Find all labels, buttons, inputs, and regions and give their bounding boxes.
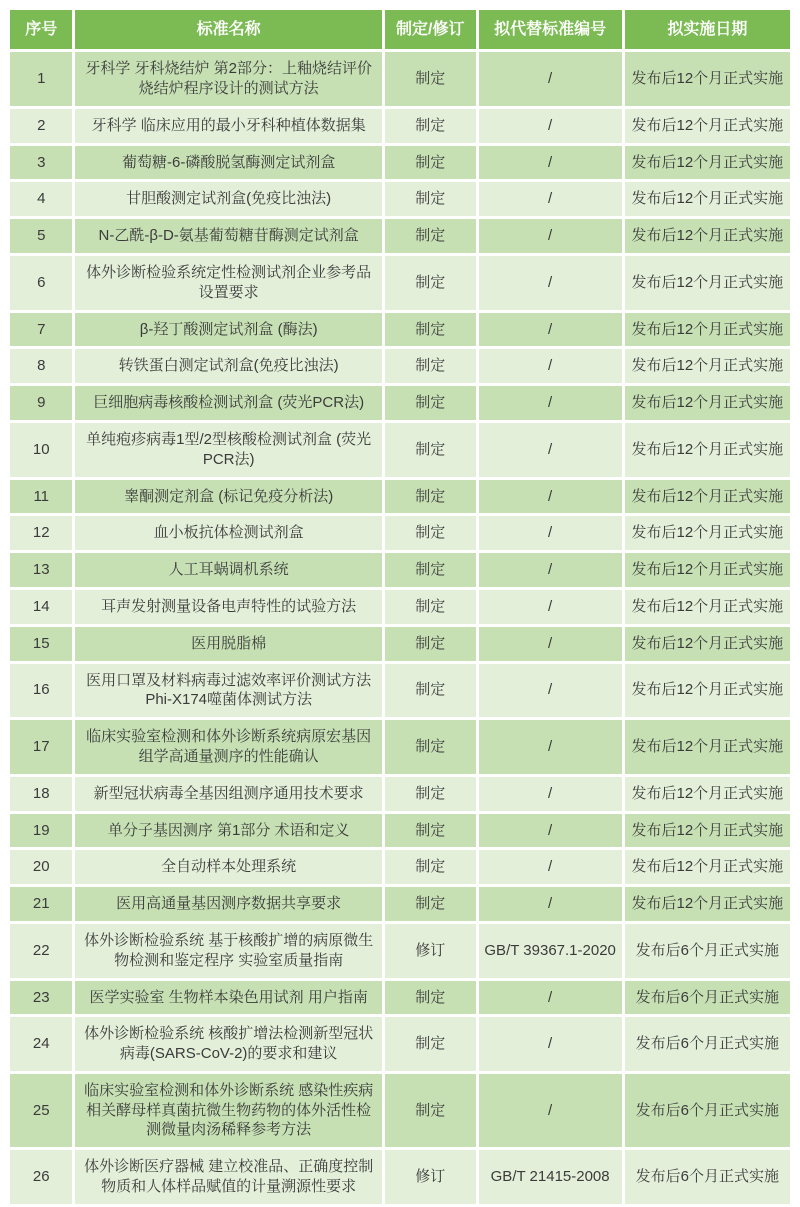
cell-replaced-standard: / [479, 423, 622, 477]
cell-standard-name: 葡萄糖-6-磷酸脱氢酶测定试剂盒 [75, 146, 381, 180]
cell-implementation-date: 发布后6个月正式实施 [625, 1074, 790, 1147]
table-row [10, 349, 790, 383]
column-header-index: 序号 [10, 10, 72, 49]
standards-table [7, 7, 793, 1207]
cell-replaced-standard: / [479, 553, 622, 587]
cell-implementation-date: 发布后12个月正式实施 [625, 480, 790, 514]
cell-replaced-standard: / [479, 590, 622, 624]
table-row [10, 313, 790, 347]
cell-replaced-standard: / [479, 52, 622, 106]
cell-standard-name: 全自动样本处理系统 [75, 850, 381, 884]
cell-draft-or-revise: 制定 [385, 423, 476, 477]
cell-index: 26 [10, 1150, 72, 1204]
header-row [10, 10, 790, 49]
table-row [10, 182, 790, 216]
cell-draft-or-revise: 制定 [385, 480, 476, 514]
cell-replaced-standard: / [479, 219, 622, 253]
cell-replaced-standard: / [479, 981, 622, 1015]
cell-replaced-standard: / [479, 627, 622, 661]
cell-standard-name: 体外诊断检验系统 基于核酸扩增的病原微生物检测和鉴定程序 实验室质量指南 [75, 924, 381, 978]
table-row [10, 924, 790, 978]
cell-standard-name: 新型冠状病毒全基因组测序通用技术要求 [75, 777, 381, 811]
cell-standard-name: 巨细胞病毒核酸检测试剂盒 (荧光PCR法) [75, 386, 381, 420]
cell-standard-name: N-乙酰-β-D-氨基葡萄糖苷酶测定试剂盒 [75, 219, 381, 253]
table-row [10, 1017, 790, 1071]
cell-replaced-standard: / [479, 480, 622, 514]
table-row [10, 777, 790, 811]
cell-replaced-standard: / [479, 386, 622, 420]
cell-implementation-date: 发布后12个月正式实施 [625, 664, 790, 718]
cell-index: 14 [10, 590, 72, 624]
cell-replaced-standard: / [479, 814, 622, 848]
cell-draft-or-revise: 制定 [385, 814, 476, 848]
cell-draft-or-revise: 制定 [385, 109, 476, 143]
cell-standard-name: 临床实验室检测和体外诊断系统 感染性疾病相关酵母样真菌抗微生物药物的体外活性检测微量肉汤稀释参考方法 [75, 1074, 381, 1147]
table-row [10, 52, 790, 106]
table-row [10, 850, 790, 884]
table-row [10, 1150, 790, 1204]
cell-replaced-standard: / [479, 256, 622, 310]
cell-draft-or-revise: 制定 [385, 981, 476, 1015]
cell-draft-or-revise: 制定 [385, 516, 476, 550]
cell-implementation-date: 发布后6个月正式实施 [625, 1017, 790, 1071]
cell-standard-name: 体外诊断医疗器械 建立校准品、正确度控制物质和人体样品赋值的计量溯源性要求 [75, 1150, 381, 1204]
cell-index: 1 [10, 52, 72, 106]
cell-index: 12 [10, 516, 72, 550]
cell-standard-name: 单纯疱疹病毒1型/2型核酸检测试剂盒 (荧光PCR法) [75, 423, 381, 477]
cell-implementation-date: 发布后6个月正式实施 [625, 981, 790, 1015]
cell-standard-name: 耳声发射测量设备电声特性的试验方法 [75, 590, 381, 624]
cell-draft-or-revise: 制定 [385, 349, 476, 383]
cell-implementation-date: 发布后12个月正式实施 [625, 850, 790, 884]
cell-replaced-standard: / [479, 887, 622, 921]
cell-index: 20 [10, 850, 72, 884]
cell-standard-name: 临床实验室检测和体外诊断系统病原宏基因组学高通量测序的性能确认 [75, 720, 381, 774]
cell-draft-or-revise: 制定 [385, 1017, 476, 1071]
table-row [10, 720, 790, 774]
cell-index: 3 [10, 146, 72, 180]
cell-index: 8 [10, 349, 72, 383]
cell-index: 11 [10, 480, 72, 514]
cell-implementation-date: 发布后6个月正式实施 [625, 924, 790, 978]
cell-replaced-standard: / [479, 516, 622, 550]
cell-replaced-standard: / [479, 664, 622, 718]
cell-implementation-date: 发布后12个月正式实施 [625, 423, 790, 477]
cell-draft-or-revise: 制定 [385, 887, 476, 921]
column-header-draft-or-revise: 制定/修订 [385, 10, 476, 49]
table-body [10, 52, 790, 1204]
cell-index: 6 [10, 256, 72, 310]
table-row [10, 1074, 790, 1147]
cell-implementation-date: 发布后12个月正式实施 [625, 146, 790, 180]
table-row [10, 553, 790, 587]
cell-implementation-date: 发布后6个月正式实施 [625, 1150, 790, 1204]
table-row [10, 664, 790, 718]
cell-standard-name: 医用高通量基因测序数据共享要求 [75, 887, 381, 921]
table-row [10, 981, 790, 1015]
cell-draft-or-revise: 制定 [385, 256, 476, 310]
cell-index: 7 [10, 313, 72, 347]
cell-index: 24 [10, 1017, 72, 1071]
cell-draft-or-revise: 修订 [385, 924, 476, 978]
cell-standard-name: β-羟丁酸测定试剂盒 (酶法) [75, 313, 381, 347]
cell-draft-or-revise: 制定 [385, 590, 476, 624]
cell-standard-name: 甘胆酸测定试剂盒(免疫比浊法) [75, 182, 381, 216]
cell-replaced-standard: / [479, 850, 622, 884]
cell-implementation-date: 发布后12个月正式实施 [625, 313, 790, 347]
cell-index: 5 [10, 219, 72, 253]
table-row [10, 109, 790, 143]
cell-replaced-standard: GB/T 21415-2008 [479, 1150, 622, 1204]
cell-standard-name: 医用口罩及材料病毒过滤效率评价测试方法 Phi-X174噬菌体测试方法 [75, 664, 381, 718]
cell-standard-name: 睾酮测定剂盒 (标记免疫分析法) [75, 480, 381, 514]
column-header-replaced-standard: 拟代替标准编号 [479, 10, 622, 49]
cell-replaced-standard: / [479, 349, 622, 383]
cell-draft-or-revise: 制定 [385, 664, 476, 718]
cell-implementation-date: 发布后12个月正式实施 [625, 386, 790, 420]
cell-implementation-date: 发布后12个月正式实施 [625, 814, 790, 848]
cell-draft-or-revise: 制定 [385, 850, 476, 884]
cell-index: 25 [10, 1074, 72, 1147]
cell-draft-or-revise: 制定 [385, 720, 476, 774]
cell-implementation-date: 发布后12个月正式实施 [625, 720, 790, 774]
cell-index: 22 [10, 924, 72, 978]
cell-draft-or-revise: 制定 [385, 219, 476, 253]
cell-index: 18 [10, 777, 72, 811]
cell-implementation-date: 发布后12个月正式实施 [625, 219, 790, 253]
cell-index: 16 [10, 664, 72, 718]
cell-index: 13 [10, 553, 72, 587]
table-row [10, 256, 790, 310]
cell-draft-or-revise: 制定 [385, 1074, 476, 1147]
cell-replaced-standard: / [479, 1017, 622, 1071]
cell-standard-name: 转铁蛋白测定试剂盒(免疫比浊法) [75, 349, 381, 383]
table-row [10, 814, 790, 848]
cell-implementation-date: 发布后12个月正式实施 [625, 109, 790, 143]
cell-implementation-date: 发布后12个月正式实施 [625, 256, 790, 310]
cell-replaced-standard: / [479, 313, 622, 347]
cell-index: 19 [10, 814, 72, 848]
cell-index: 10 [10, 423, 72, 477]
cell-draft-or-revise: 制定 [385, 627, 476, 661]
table-row [10, 146, 790, 180]
cell-draft-or-revise: 制定 [385, 313, 476, 347]
cell-replaced-standard: / [479, 720, 622, 774]
cell-implementation-date: 发布后12个月正式实施 [625, 777, 790, 811]
cell-index: 17 [10, 720, 72, 774]
cell-standard-name: 牙科学 临床应用的最小牙科种植体数据集 [75, 109, 381, 143]
column-header-implementation-date: 拟实施日期 [625, 10, 790, 49]
cell-draft-or-revise: 制定 [385, 52, 476, 106]
table-row [10, 516, 790, 550]
cell-index: 2 [10, 109, 72, 143]
table-row [10, 590, 790, 624]
cell-replaced-standard: GB/T 39367.1-2020 [479, 924, 622, 978]
cell-implementation-date: 发布后12个月正式实施 [625, 887, 790, 921]
cell-draft-or-revise: 修订 [385, 1150, 476, 1204]
table-row [10, 480, 790, 514]
cell-implementation-date: 发布后12个月正式实施 [625, 182, 790, 216]
table-header [10, 10, 790, 49]
cell-implementation-date: 发布后12个月正式实施 [625, 516, 790, 550]
cell-standard-name: 医学实验室 生物样本染色用试剂 用户指南 [75, 981, 381, 1015]
cell-standard-name: 医用脱脂棉 [75, 627, 381, 661]
cell-implementation-date: 发布后12个月正式实施 [625, 52, 790, 106]
cell-implementation-date: 发布后12个月正式实施 [625, 590, 790, 624]
cell-index: 9 [10, 386, 72, 420]
cell-implementation-date: 发布后12个月正式实施 [625, 349, 790, 383]
cell-implementation-date: 发布后12个月正式实施 [625, 553, 790, 587]
cell-replaced-standard: / [479, 777, 622, 811]
table-row [10, 887, 790, 921]
cell-index: 23 [10, 981, 72, 1015]
cell-standard-name: 体外诊断检验系统定性检测试剂企业参考品设置要求 [75, 256, 381, 310]
column-header-standard-name: 标准名称 [75, 10, 381, 49]
table-row [10, 423, 790, 477]
cell-index: 15 [10, 627, 72, 661]
cell-draft-or-revise: 制定 [385, 386, 476, 420]
cell-draft-or-revise: 制定 [385, 146, 476, 180]
cell-draft-or-revise: 制定 [385, 182, 476, 216]
cell-implementation-date: 发布后12个月正式实施 [625, 627, 790, 661]
cell-standard-name: 单分子基因测序 第1部分 术语和定义 [75, 814, 381, 848]
cell-standard-name: 血小板抗体检测试剂盒 [75, 516, 381, 550]
cell-index: 4 [10, 182, 72, 216]
cell-replaced-standard: / [479, 146, 622, 180]
table-row [10, 219, 790, 253]
cell-draft-or-revise: 制定 [385, 553, 476, 587]
table-row [10, 386, 790, 420]
cell-replaced-standard: / [479, 182, 622, 216]
cell-draft-or-revise: 制定 [385, 777, 476, 811]
cell-replaced-standard: / [479, 109, 622, 143]
cell-index: 21 [10, 887, 72, 921]
cell-standard-name: 人工耳蜗调机系统 [75, 553, 381, 587]
cell-replaced-standard: / [479, 1074, 622, 1147]
cell-standard-name: 体外诊断检验系统 核酸扩增法检测新型冠状病毒(SARS-CoV-2)的要求和建议 [75, 1017, 381, 1071]
table-row [10, 627, 790, 661]
cell-standard-name: 牙科学 牙科烧结炉 第2部分：上釉烧结评价烧结炉程序设计的测试方法 [75, 52, 381, 106]
